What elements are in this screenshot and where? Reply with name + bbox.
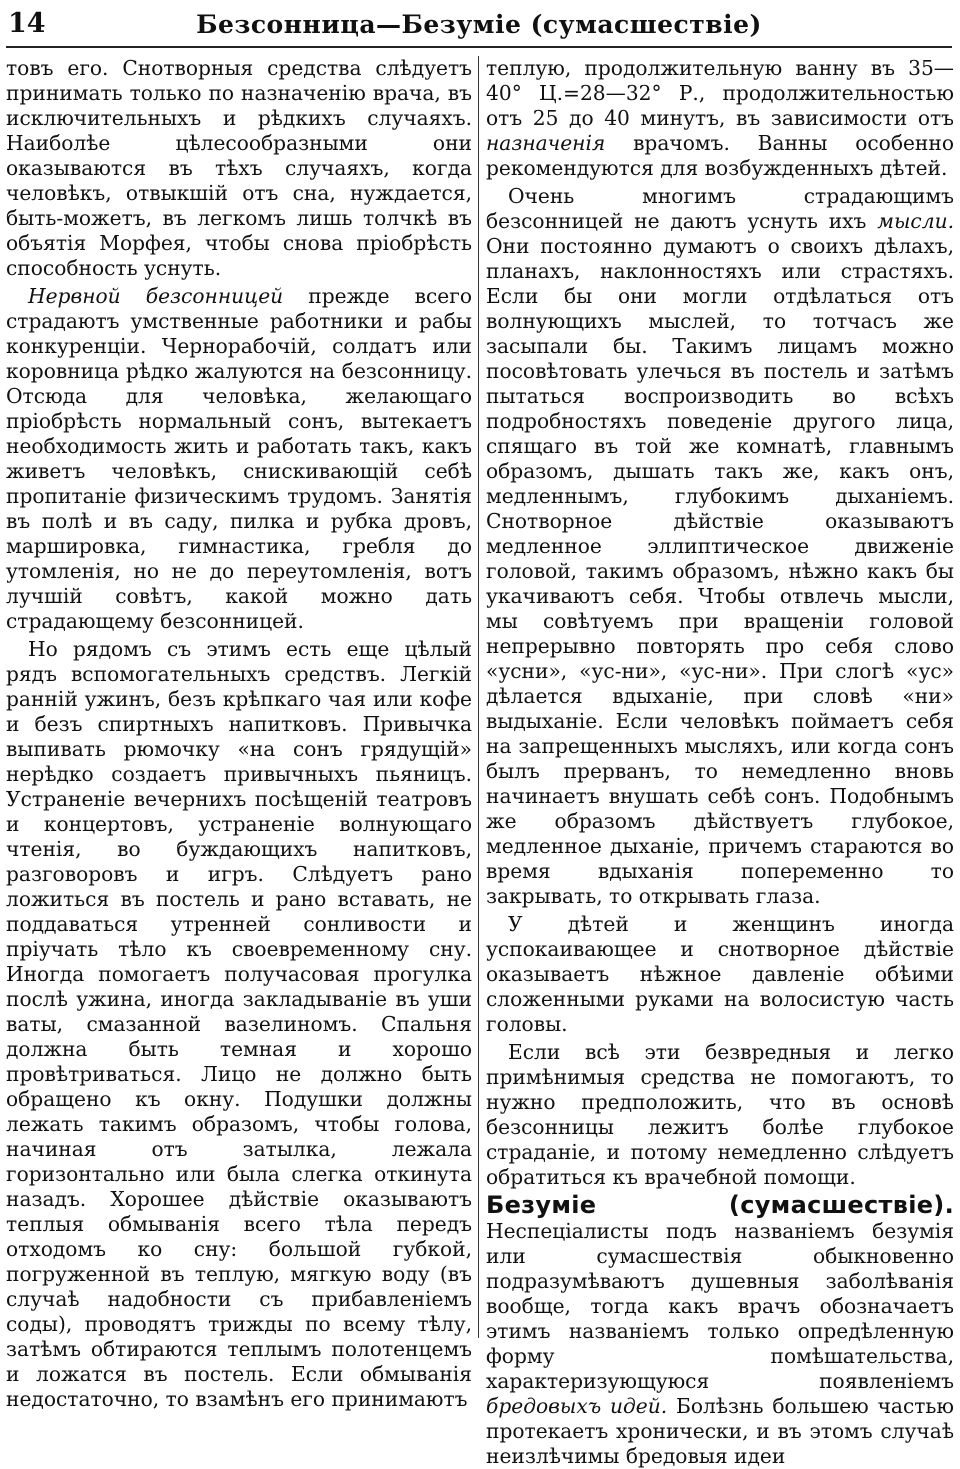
running-head: [6, 4, 952, 48]
paragraph-nervous-insomnia: [6, 284, 472, 634]
page-number: 14: [8, 8, 46, 39]
running-title: Безсонница—Безуміе (сумасшествіе): [196, 10, 762, 39]
emphasis-delusions: бредовыхъ идей.: [486, 1394, 668, 1418]
right-column: [486, 56, 954, 1468]
paragraph-text: У дѣтей и женщинъ иногда успокаивающее и снотворное дѣйствіе оказываетъ нѣжное давленіе обѣими сложенными руками на волосистую часть головы.: [486, 912, 954, 1036]
paragraph-children-women: [486, 912, 954, 1037]
entry-insanity: [486, 1193, 954, 1469]
emphasis-thoughts: мысли.: [877, 209, 954, 233]
entry-heading: Безуміе (сумасшествіе).: [486, 1191, 954, 1219]
paragraph-bath: [486, 56, 954, 181]
term-nervous-insomnia: Нервной безсонницей: [28, 284, 284, 308]
emphasis-prescription: назначенія: [486, 131, 606, 155]
paragraph-text: Если всѣ эти безвредныя и легко примѣнимыя средства не помогаютъ, то нужно предположить, что въ основѣ безсонницы лежитъ болѣе глубокое страданіе, и потому немедленно слѣдуетъ обратиться къ врачебной помощи.: [486, 1040, 954, 1189]
column-divider: [478, 56, 479, 1338]
paragraph-text: товъ его. Снотворныя средства слѣдуетъ принимать только по назначенію врача, въ исключительныхъ и рѣдкихъ случаяхъ. Наиболѣе цѣлесообразными они оказываются въ тѣхъ случаяхъ, когда человѣкъ, отвыкшій отъ сна, нуждается, быть-можетъ, въ легкомъ лишь толчкѣ въ объятія Морфея, чтобы снова пріобрѣсть способность уснуть.: [6, 56, 472, 280]
paragraph-text: Неспеціалисты подъ названіемъ безумія или сумасшествія обыкновенно подразумѣваютъ душевныя заболѣванія вообще, тогда какъ врачъ обозначаетъ этимъ названіемъ только опредѣленную форму помѣшательства, характеризующуюся появленіемъ: [486, 1219, 954, 1393]
paragraph-text: Болѣзнь большею частью протекаетъ хронически, и въ этомъ случаѣ неизлѣчимы бредовыя идеи: [486, 1394, 954, 1468]
paragraph-text: прежде всего страдаютъ умственные работники и рабы конкуренціи. Чернорабочій, солдатъ или коровница рѣдко жалуются на безсонницу. Отсюда для человѣка, желающаго пріобрѣсть нормальный сонъ, вытекаетъ необходимость жить и работать такъ, какъ живетъ человѣкъ, снискивающій себѣ пропитаніе физическимъ трудомъ. Занятія въ полѣ и въ саду, пилка и рубка дровъ, маршировка, гимнастика, гребля до утомленія, но не до переутомленія, вотъ лучшій совѣтъ, какой можно дать страдающему безсонницей.: [6, 284, 472, 633]
paragraph-text: Они постоянно думаютъ о своихъ дѣлахъ, планахъ, наклонностяхъ или страстяхъ. Если бы они могли отдѣлаться отъ волнующихъ мыслей, то тотчасъ же засыпали бы. Такимъ лицамъ можно посовѣтовать улечься въ постель и затѣмъ пытаться воспроизводить во всѣхъ подробностяхъ поведеніе другого лица, спящаго въ той же комнатѣ, главнымъ образомъ, дышать такъ же, какъ онъ, медленнымъ, глубокимъ дыханіемъ. Снотворное дѣйствіе оказываютъ медленное эллиптическое движеніе головой, такимъ образомъ, нѣжно какъ бы укачиваютъ себя. Чтобы отвлечь мысли, мы совѣтуемъ при вращеніи головой непрерывно повторять про себя слово «усни», «ус-ни», «ус-ни». При слогѣ «ус» дѣлается вдыханіе, при словѣ «ни» выдыханіе. Если человѣкъ поймаетъ себя на запрещенныхъ мысляхъ, или когда сонъ былъ прерванъ, то немедленно вновь начинаетъ внушать себѣ сонъ. Подобнымъ же образомъ дѣйствуетъ глубокое, медленное дыханіе, причемъ стараются во время вдыханія попеременно то закрывать, то открывать глаза.: [486, 234, 954, 908]
paragraph-text: Очень многимъ страдающимъ безсонницей не даютъ уснуть ихъ: [486, 184, 954, 233]
paragraph-text: теплую, продолжительную ванну въ 35—40° Ц.=28—32° Р., продолжительностью отъ 25 до 40 минутъ, въ зависимости отъ: [486, 56, 954, 130]
paragraph-auxiliary-means: [6, 637, 472, 1412]
paragraph-thoughts: [486, 184, 954, 909]
paragraph-text: врачомъ. Ванны особенно рекомендуются для возбужденныхъ дѣтей.: [486, 131, 954, 180]
paragraph-medical-help: [486, 1040, 954, 1190]
left-column: [6, 56, 472, 1411]
paragraph-sleeping-remedies: [6, 56, 472, 281]
paragraph-text: Но рядомъ съ этимъ есть еще цѣлый рядъ вспомогательныхъ средствъ. Легкій ранній ужинъ, безъ крѣпкаго чая или кофе и безъ спиртныхъ напитковъ. Привычка выпивать рюмочку «на сонъ грядущій» нерѣдко создаетъ привычныхъ пьяницъ. Устраненіе вечернихъ посѣщеній театровъ и концертовъ, устраненіе волнующаго чтенія, во буждающихъ напитковъ, разговоровъ и игръ. Слѣдуетъ рано ложиться въ постель и рано вставать, не поддаваться утренней сонливости и пріучать тѣло къ своевременному сну. Иногда помогаетъ получасовая прогулка послѣ ужина, иногда закладываніе въ уши ваты, смазанной вазелиномъ. Спальня должна быть темная и хорошо провѣтриваться. Лицо не должно быть обращено къ окну. Подушки должны лежать такимъ образомъ, чтобы голова, начиная отъ затылка, лежала горизонтально или была слегка откинута назадъ. Хорошее дѣйствіе оказываютъ теплыя обмыванія всего тѣла передъ отходомъ ко сну: большой губкой, погруженной въ теплую, мягкую воду (въ случаѣ надобности съ прибавленіемъ соды), проводятъ трижды по всему тѣлу, затѣмъ обтираются теплымъ полотенцемъ и ложатся въ постель. Если обмыванія недостаточно, то взамѣнъ его принимаютъ: [6, 637, 472, 1411]
